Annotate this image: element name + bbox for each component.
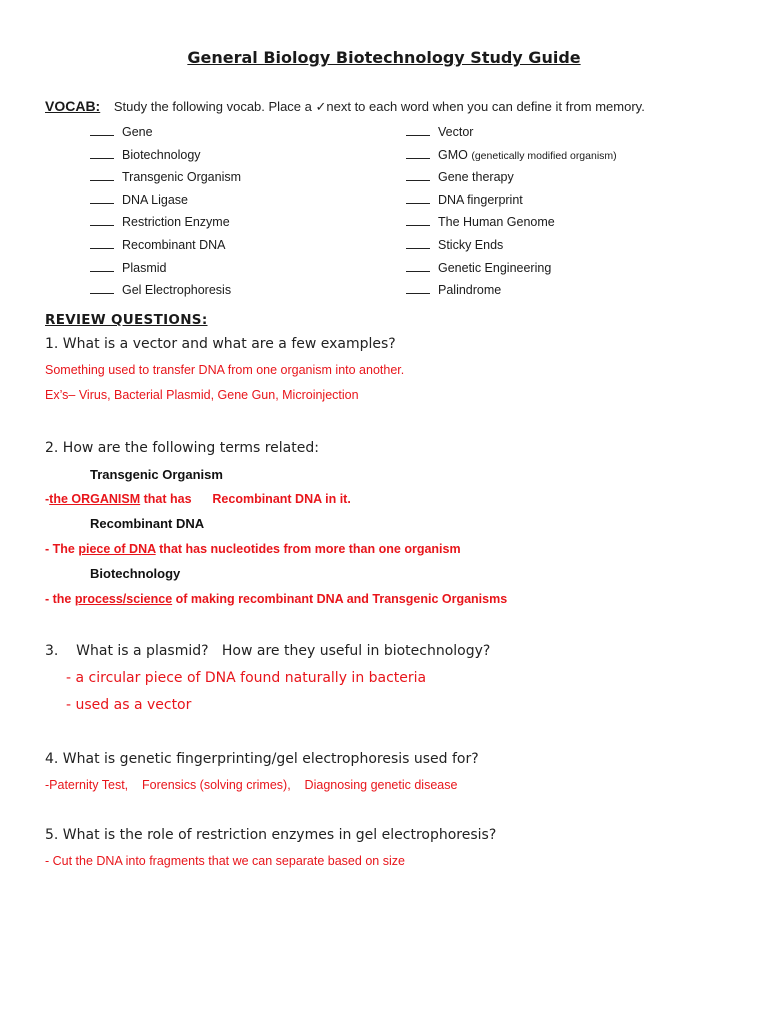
vocab-word: Restriction Enzyme [122,215,230,230]
vocab-label: VOCAB: [45,98,101,114]
vocab-word: Biotechnology [122,147,201,162]
term-recombinant-dna: Recombinant DNA [90,516,205,531]
answer-1a: Something used to transfer DNA from one organism into another. [45,363,405,377]
vocab-item [406,282,617,305]
vocab-list-left [90,124,241,305]
answer-dash: - [45,492,50,506]
checkbox-blank[interactable] [406,192,430,204]
question-5: 5. What is the role of restriction enzymes in gel electrophoresis? [45,827,497,843]
question-1: 1. What is a vector and what are a few examples? [45,336,396,352]
vocab-item [90,282,241,305]
question-2: 2. How are the following terms related: [45,440,319,456]
vocab-item [90,124,241,147]
vocab-item [90,192,241,215]
answer-rest: of making recombinant DNA and Transgenic Organisms [172,592,508,606]
checkbox-blank[interactable] [90,147,114,159]
vocab-word: Recombinant DNA [122,237,226,252]
checkbox-blank[interactable] [90,192,114,204]
checkbox-blank[interactable] [90,237,114,249]
answer-underline: process/science [74,592,173,606]
answer-1b: Ex’s– Virus, Bacterial Plasmid, Gene Gun, Microinjection [45,388,359,402]
vocab-word: Palindrome [438,283,502,298]
checkbox-blank[interactable] [406,260,430,272]
vocab-item [90,237,241,260]
review-heading: REVIEW QUESTIONS: [45,312,208,328]
answer-3a: - a circular piece of DNA found naturally in bacteria [66,670,427,686]
checkbox-blank[interactable] [406,147,430,159]
vocab-item [90,260,241,283]
question-3: 3. What is a plasmid? How are they useful in biotechnology? [45,643,491,659]
vocab-item [406,214,617,237]
answer-rest: that has Recombinant DNA in it. [140,492,351,506]
vocab-word: Gene therapy [438,170,514,185]
checkbox-blank[interactable] [90,124,114,136]
vocab-item [406,124,617,147]
answer-2b [45,542,461,556]
vocab-word: The Human Genome [438,215,555,230]
vocab-item [406,192,617,215]
answer-2a [45,492,351,506]
vocab-instruction-pre: Study the following vocab. Place a [113,99,316,114]
checkbox-blank[interactable] [406,282,430,294]
checkbox-blank[interactable] [90,169,114,181]
vocab-item [406,147,617,170]
vocab-word: Transgenic Organism [122,170,242,185]
vocab-word: Vector [438,125,474,139]
checkbox-blank[interactable] [90,282,114,294]
vocab-word: Plasmid [122,260,167,275]
term-biotechnology: Biotechnology [90,566,181,581]
checkmark-icon: ✓ [315,99,327,114]
vocab-list-right [406,124,617,305]
vocab-instruction-post: next to each word when you can define it from memory. [326,99,645,114]
question-4: 4. What is genetic fingerprinting/gel electrophoresis used for? [45,751,479,767]
vocab-item [90,169,241,192]
vocab-word: Gel Electrophoresis [122,283,232,298]
vocab-word: GMO [438,147,468,162]
vocab-item [90,147,241,170]
answer-underline: piece of DNA [78,542,156,556]
vocab-note: (genetically modified organism) [471,149,617,162]
answer-3b: - used as a vector [66,697,192,713]
answer-4: -Paternity Test, Forensics (solving crimes), Diagnosing genetic disease [45,778,458,792]
answer-prefix: - The [45,542,79,556]
answer-5: - Cut the DNA into fragments that we can separate based on size [45,854,405,868]
vocab-instructions [45,98,645,115]
vocab-item [90,214,241,237]
checkbox-blank[interactable] [406,237,430,249]
vocab-word: Sticky Ends [438,237,504,252]
vocab-item [406,169,617,192]
checkbox-blank[interactable] [90,214,114,226]
checkbox-blank[interactable] [406,169,430,181]
answer-2c [45,592,507,606]
checkbox-blank[interactable] [406,124,430,136]
vocab-word: Genetic Engineering [438,260,552,275]
vocab-item [406,260,617,283]
answer-underline: the ORGANISM [49,492,141,506]
answer-prefix: - the [45,592,75,606]
vocab-item [406,237,617,260]
page-title: General Biology Biotechnology Study Guide [187,48,581,67]
vocab-word: Gene [122,125,153,139]
answer-rest: that has nucleotides from more than one organism [155,542,461,556]
checkbox-blank[interactable] [90,260,114,272]
term-transgenic-organism: Transgenic Organism [90,467,223,482]
vocab-word: DNA fingerprint [438,192,523,207]
checkbox-blank[interactable] [406,214,430,226]
vocab-word: DNA Ligase [122,192,189,207]
